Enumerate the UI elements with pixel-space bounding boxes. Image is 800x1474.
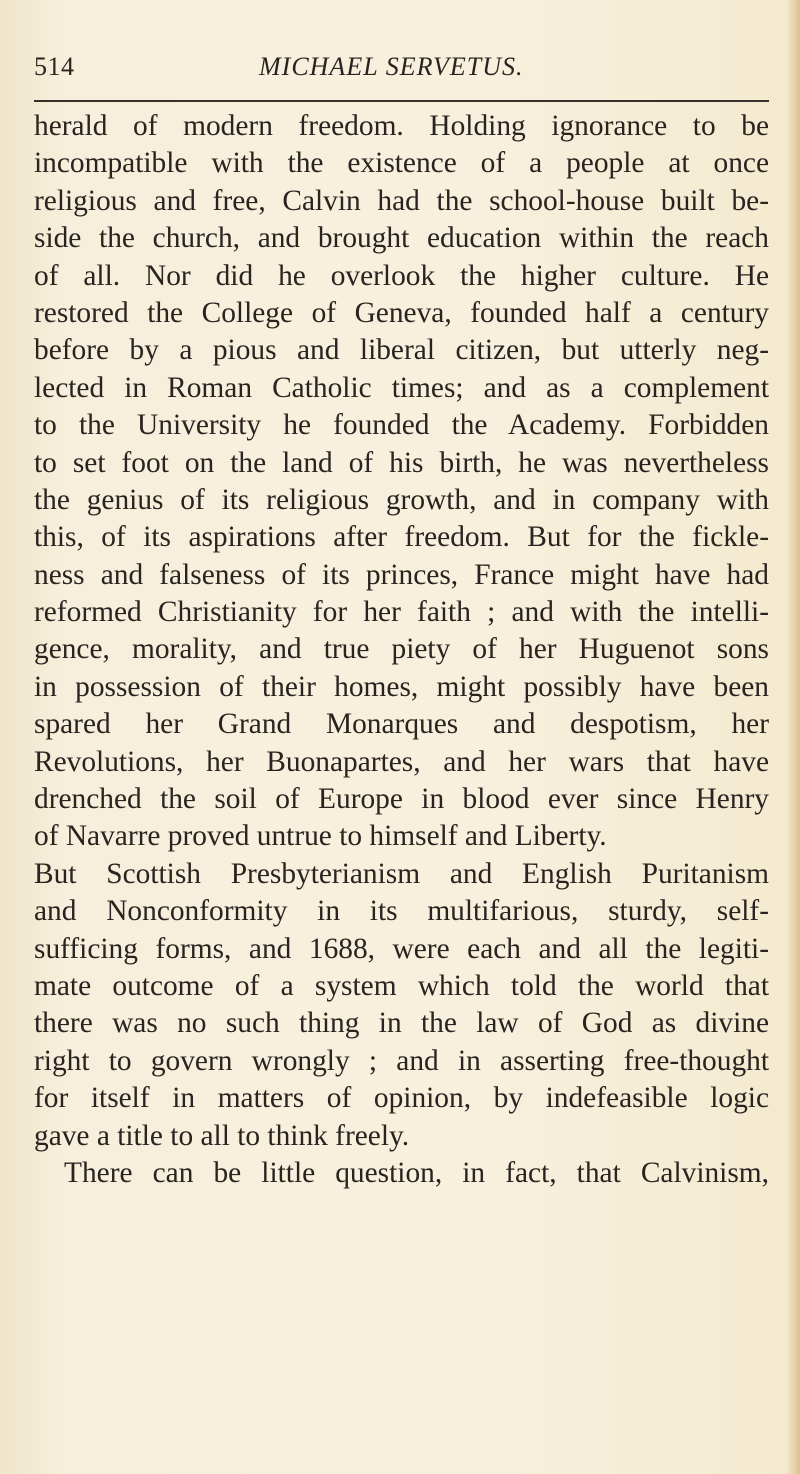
text-line: religious and free, Calvin had the school-house built be- [34,184,769,217]
text-line: restored the College of Geneva, founded half a century [34,296,769,329]
text-line: spared her Grand Monarques and despotism, her [34,708,769,741]
text-line: side the church, and brought education within the reach [34,222,769,255]
text-line: lected in Roman Catholic times; and as a complement [34,371,769,404]
running-title: MICHAEL SERVETUS. [259,52,524,81]
body-text [34,108,769,1192]
text-line: this, of its aspirations after freedom. But for the fickle- [34,521,769,554]
text-line: mate outcome of a system which told the world that [34,969,769,1002]
text-line: to the University he founded the Academy. Forbidden [34,409,769,442]
text-line: gave a title to all to think freely. [34,1119,410,1152]
text-line: But Scottish Presbyterianism and English Puritanism [34,857,769,890]
text-line: ness and falseness of its princes, France might have had [34,558,769,591]
text-line: drenched the soil of Europe in blood ever since Henry [34,783,769,816]
text-line: there was no such thing in the law of God as divine [34,1007,769,1040]
text-line: reformed Christianity for her faith ; and with the intelli- [34,596,769,629]
page-number: 514 [34,52,75,81]
text-line: herald of modern freedom. Holding ignorance to be [34,110,769,142]
page-edge [786,0,800,1474]
text-line: in possession of their homes, might possibly have been [34,670,769,703]
page-header [34,52,774,92]
text-line: to set foot on the land of his birth, he was nevertheless [34,446,769,479]
text-line: Revolutions, her Buonapartes, and her wars that have [34,745,769,778]
text-line: the genius of its religious growth, and in company with [34,483,769,516]
text-line: gence, morality, and true piety of her Huguenot sons [34,633,769,666]
text-line: of all. Nor did he overlook the higher culture. He [34,259,769,292]
text-line: before by a pious and liberal citizen, but utterly neg- [34,334,769,367]
text-line: incompatible with the existence of a people at once [34,147,769,180]
text-line: right to govern wrongly ; and in asserting free-thought [34,1044,769,1077]
text-line: There can be little question, in fact, that Calvinism, [64,1156,769,1189]
text-line: sufficing forms, and 1688, were each and all the legiti- [34,932,769,965]
header-rule [34,100,769,102]
text-line: and Nonconformity in its multifarious, sturdy, self- [34,895,769,928]
text-line: of Navarre proved untrue to himself and Liberty. [34,820,607,853]
text-line: for itself in matters of opinion, by indefeasible logic [34,1082,769,1115]
